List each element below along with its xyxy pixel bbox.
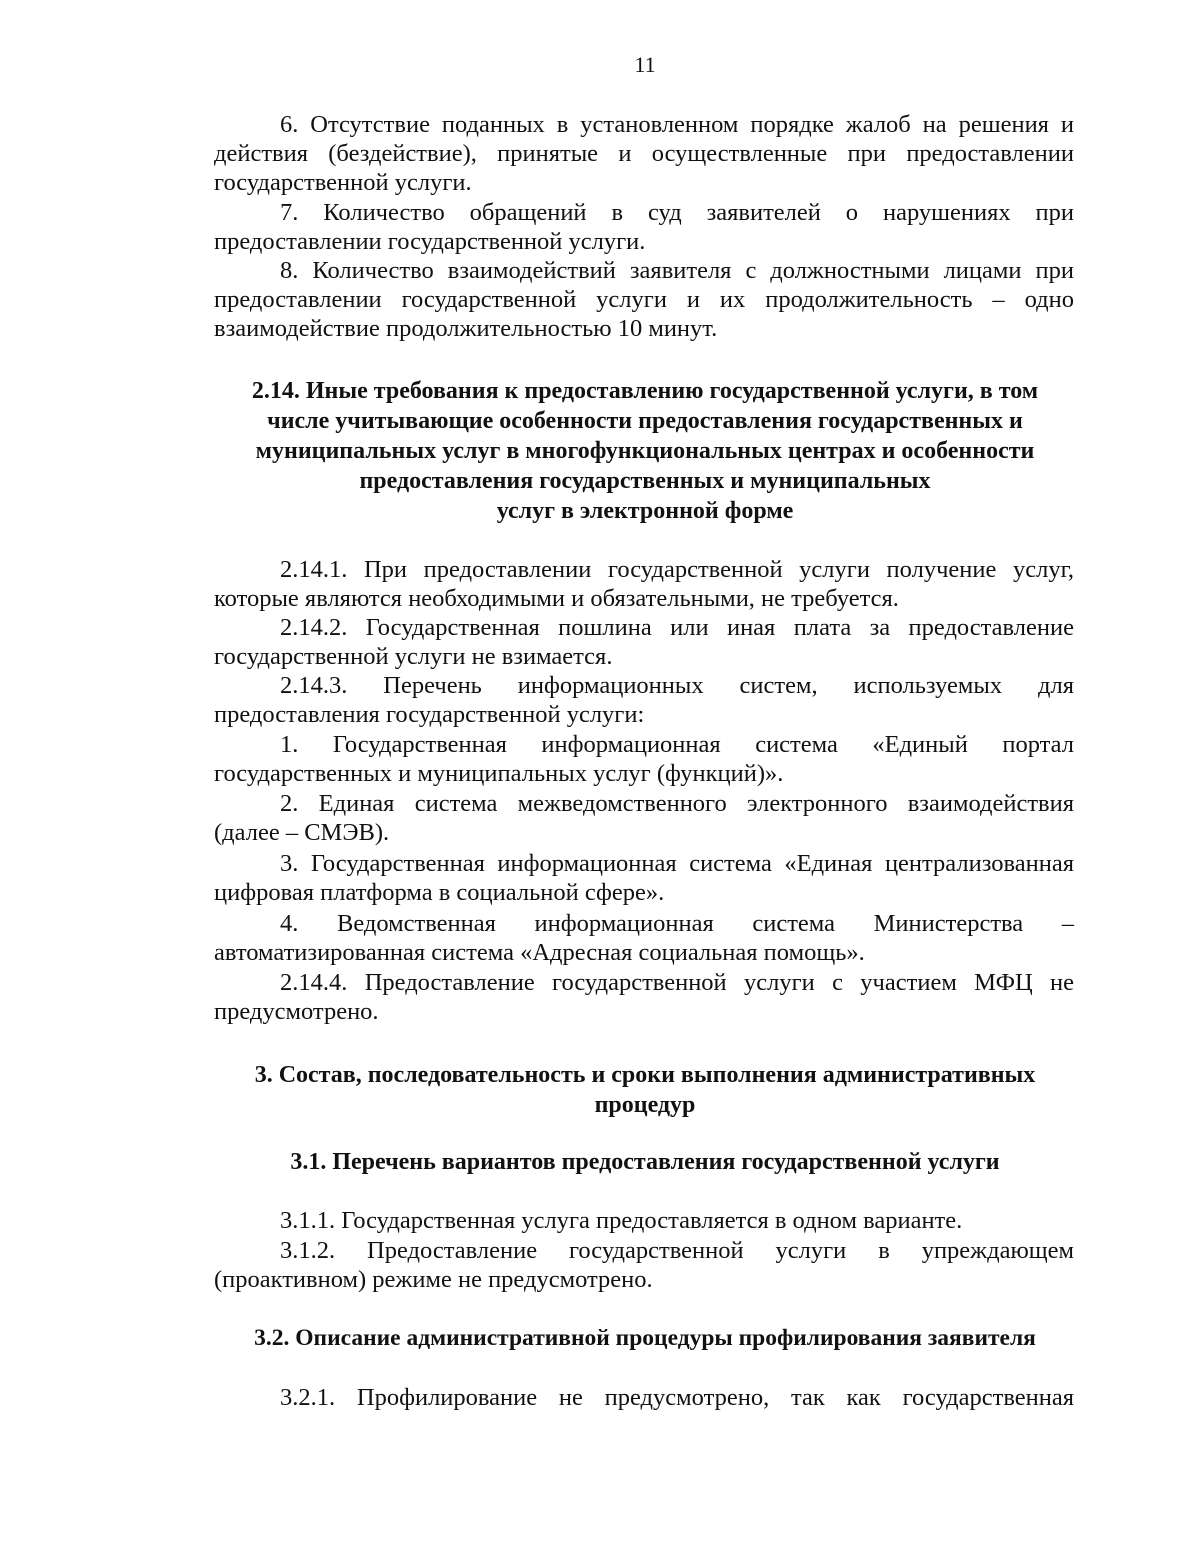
paragraph-2-14-1: 2.14.1. При предоставлении государственной услуги получение услуг, которые являются необходимыми и обязательными, не требуется.: [214, 556, 1074, 612]
heading-line: 3. Состав, последовательность и сроки выполнения административных: [254, 1062, 1036, 1088]
heading-line: 2.14. Иные требования к предоставлению государственной услуги, в том: [251, 378, 1039, 404]
paragraph-3-2-1: 3.2.1. Профилирование не предусмотрено, так как государственная: [280, 1384, 1074, 1411]
heading-line: 3.2. Описание административной процедуры профилирования заявителя: [254, 1325, 1036, 1351]
page-number: 11: [634, 52, 656, 77]
list-item-4: 4. Ведомственная информационная система Министерства – автоматизированная система «Адресная социальная помощь».: [214, 910, 1074, 966]
section-heading-3: [205, 1060, 1085, 1120]
section-heading-3-1: [215, 1147, 1075, 1177]
paragraph-item-6: 6. Отсутствие поданных в установленном порядке жалоб на решения и действия (бездействие), принятые и осуществленные при предоставлении государственной услуги.: [214, 111, 1074, 196]
heading-line: 3.1. Перечень вариантов предоставления государственной услуги: [290, 1149, 1000, 1175]
paragraph-item-8: 8. Количество взаимодействий заявителя с должностными лицами при предоставлении государственной услуги и их продолжительность – одно взаимодействие продолжительностью 10 минут.: [214, 257, 1074, 342]
section-heading-3-2: [200, 1323, 1090, 1353]
paragraph-2-14-2: 2.14.2. Государственная пошлина или иная плата за предоставление государственной услуги не взимается.: [214, 614, 1074, 670]
paragraph-3-1-1: 3.1.1. Государственная услуга предоставляется в одном варианте.: [280, 1207, 963, 1234]
section-heading-2-14: [205, 376, 1085, 526]
list-item-2: 2. Единая система межведомственного электронного взаимодействия (далее – СМЭВ).: [214, 790, 1074, 846]
paragraph-3-1-2: 3.1.2. Предоставление государственной услуги в упреждающем (проактивном) режиме не предусмотрено.: [214, 1237, 1074, 1293]
paragraph-2-14-4: 2.14.4. Предоставление государственной услуги с участием МФЦ не предусмотрено.: [214, 969, 1074, 1025]
heading-line: числе учитывающие особенности предоставления государственных и: [267, 408, 1023, 434]
heading-line: предоставления государственных и муниципальных: [359, 468, 931, 494]
list-item-1: 1. Государственная информационная система «Единый портал государственных и муниципальных услуг (функций)».: [214, 731, 1074, 787]
list-item-3: 3. Государственная информационная система «Единая централизованная цифровая платформа в социальной сфере».: [214, 850, 1074, 906]
paragraph-2-14-3: 2.14.3. Перечень информационных систем, используемых для предоставления государственной услуги:: [214, 672, 1074, 728]
heading-line: процедур: [594, 1092, 696, 1118]
paragraph-item-7: 7. Количество обращений в суд заявителей о нарушениях при предоставлении государственной услуги.: [214, 199, 1074, 255]
heading-line: муниципальных услуг в многофункциональных центрах и особенности: [255, 438, 1035, 464]
heading-line: услуг в электронной форме: [496, 498, 794, 524]
